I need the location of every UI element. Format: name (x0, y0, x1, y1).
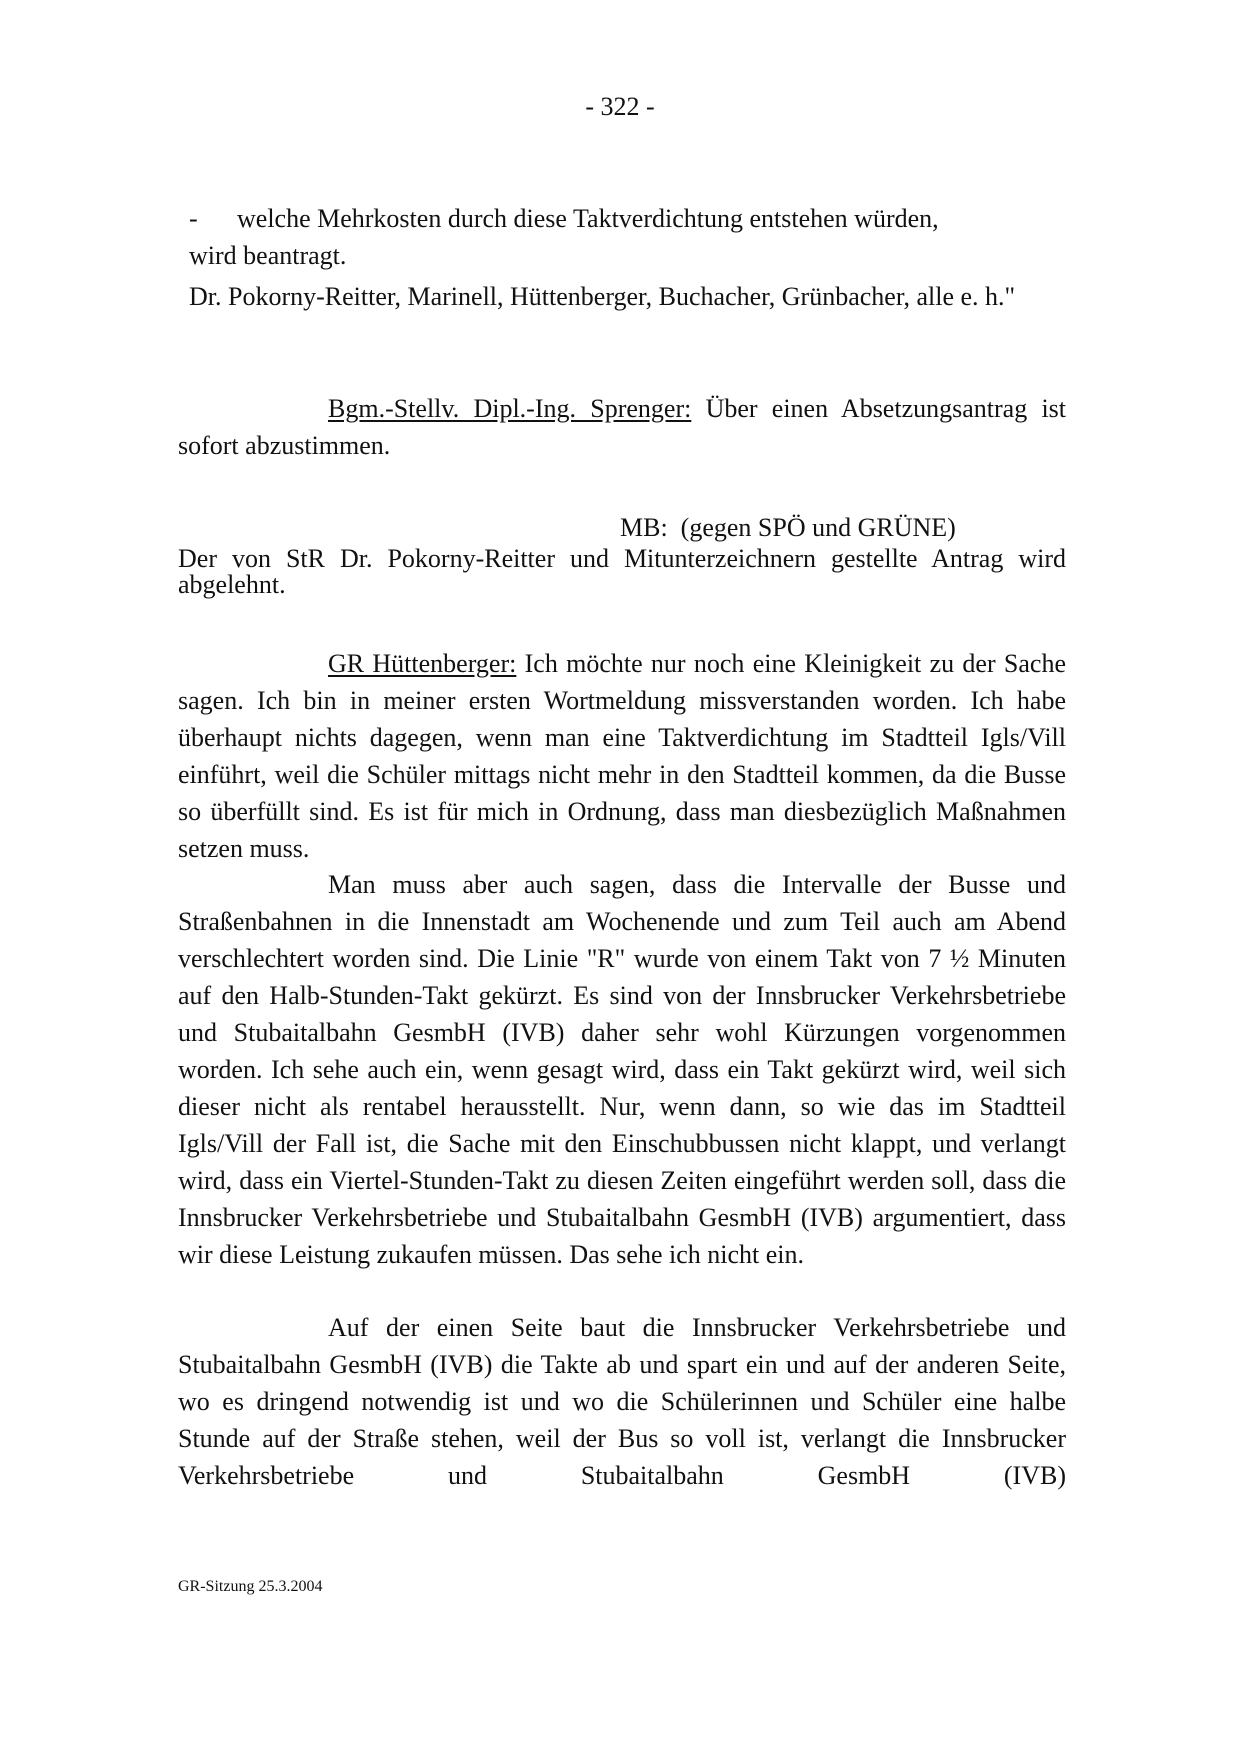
list-item-text: welche Mehrkosten durch diese Taktverdichtung entstehen würden, (237, 204, 939, 233)
motion-list-item (189, 200, 1049, 237)
speaker-sprenger: Bgm.-Stellv. Dipl.-Ing. Sprenger: (328, 394, 692, 423)
statement-huettenberger-paragraph-1 (178, 645, 1066, 867)
vote-result: MB: (gegen SPÖ und GRÜNE) (620, 513, 956, 542)
speaker-huettenberger: GR Hüttenberger: (328, 649, 517, 678)
vote-text: Der von StR Dr. Pokorny-Reitter und Mitunterzeichnern gestellte Antrag wird abgelehnt. (178, 544, 1066, 599)
statement-huettenberger-paragraph-2: Man muss aber auch sagen, dass die Intervalle der Busse und Straßenbahnen in die Innenstadt am Wochenende und zum Teil auch am Abend verschlechtert worden sind. Die Linie "R" wurde von einem Takt von 7 ½ Minuten auf den Halb-Stunden-Takt gekürzt. Es sind von der Innsbrucker Verkehrsbetriebe und Stubaitalbahn GesmbH (IVB) daher sehr wohl Kürzungen vorgenommen worden. Ich sehe auch ein, wenn gesagt wird, dass ein Takt gekürzt wird, weil sich dieser nicht als rentabel herausstellt. Nur, wenn dann, so wie das im Stadtteil Igls/Vill der Fall ist, die Sache mit den Einschubbussen nicht klappt, und verlangt wird, dass ein Viertel-Stunden-Takt zu diesen Zeiten eingeführt werden soll, dass die Innsbrucker Verkehrsbetriebe und Stubaitalbahn GesmbH (IVB) argumentiert, dass wir diese Leistung zukaufen müssen. Das sehe ich nicht ein. (178, 870, 1066, 1269)
page-footer: GR-Sitzung 25.3.2004 (178, 1578, 323, 1595)
statement-sprenger (178, 390, 1066, 464)
motion-closing: wird beantragt. (189, 241, 347, 270)
statement-sprenger-text: Über einen Absetzungsantrag ist sofort abzustimmen. (178, 394, 1067, 460)
statement-huettenberger-paragraph-3: Auf der einen Seite baut die Innsbrucker Verkehrsbetriebe und Stubaitalbahn GesmbH (IVB) die Takte ab und spart ein und auf der anderen Seite, wo es dringend notwendig ist und wo die Schülerinnen und Schüler eine halbe Stunde auf der Straße stehen, weil der Bus so voll ist, verlangt die Innsbrucker Verkehrsbetriebe und Stubaitalbahn GesmbH (IVB) (178, 1313, 1066, 1490)
page-number: - 322 - (585, 92, 655, 121)
list-dash: - (189, 204, 198, 233)
paragraph-1-text: Ich möchte nur noch eine Kleinigkeit zu der Sache sagen. Ich bin in meiner ersten Wortmeldung missverstanden worden. Ich habe überhaupt nichts dagegen, wenn man eine Taktverdichtung im Stadtteil Igls/Vill einführt, weil die Schüler mittags nicht mehr in den Stadtteil kommen, da die Busse so überfüllt sind. Es ist für mich in Ordnung, dass man diesbezüglich Maßnahmen setzen muss. (178, 649, 1066, 863)
motion-signers: Dr. Pokorny-Reitter, Marinell, Hüttenberger, Buchacher, Grünbacher, alle e. h." (189, 282, 1016, 311)
